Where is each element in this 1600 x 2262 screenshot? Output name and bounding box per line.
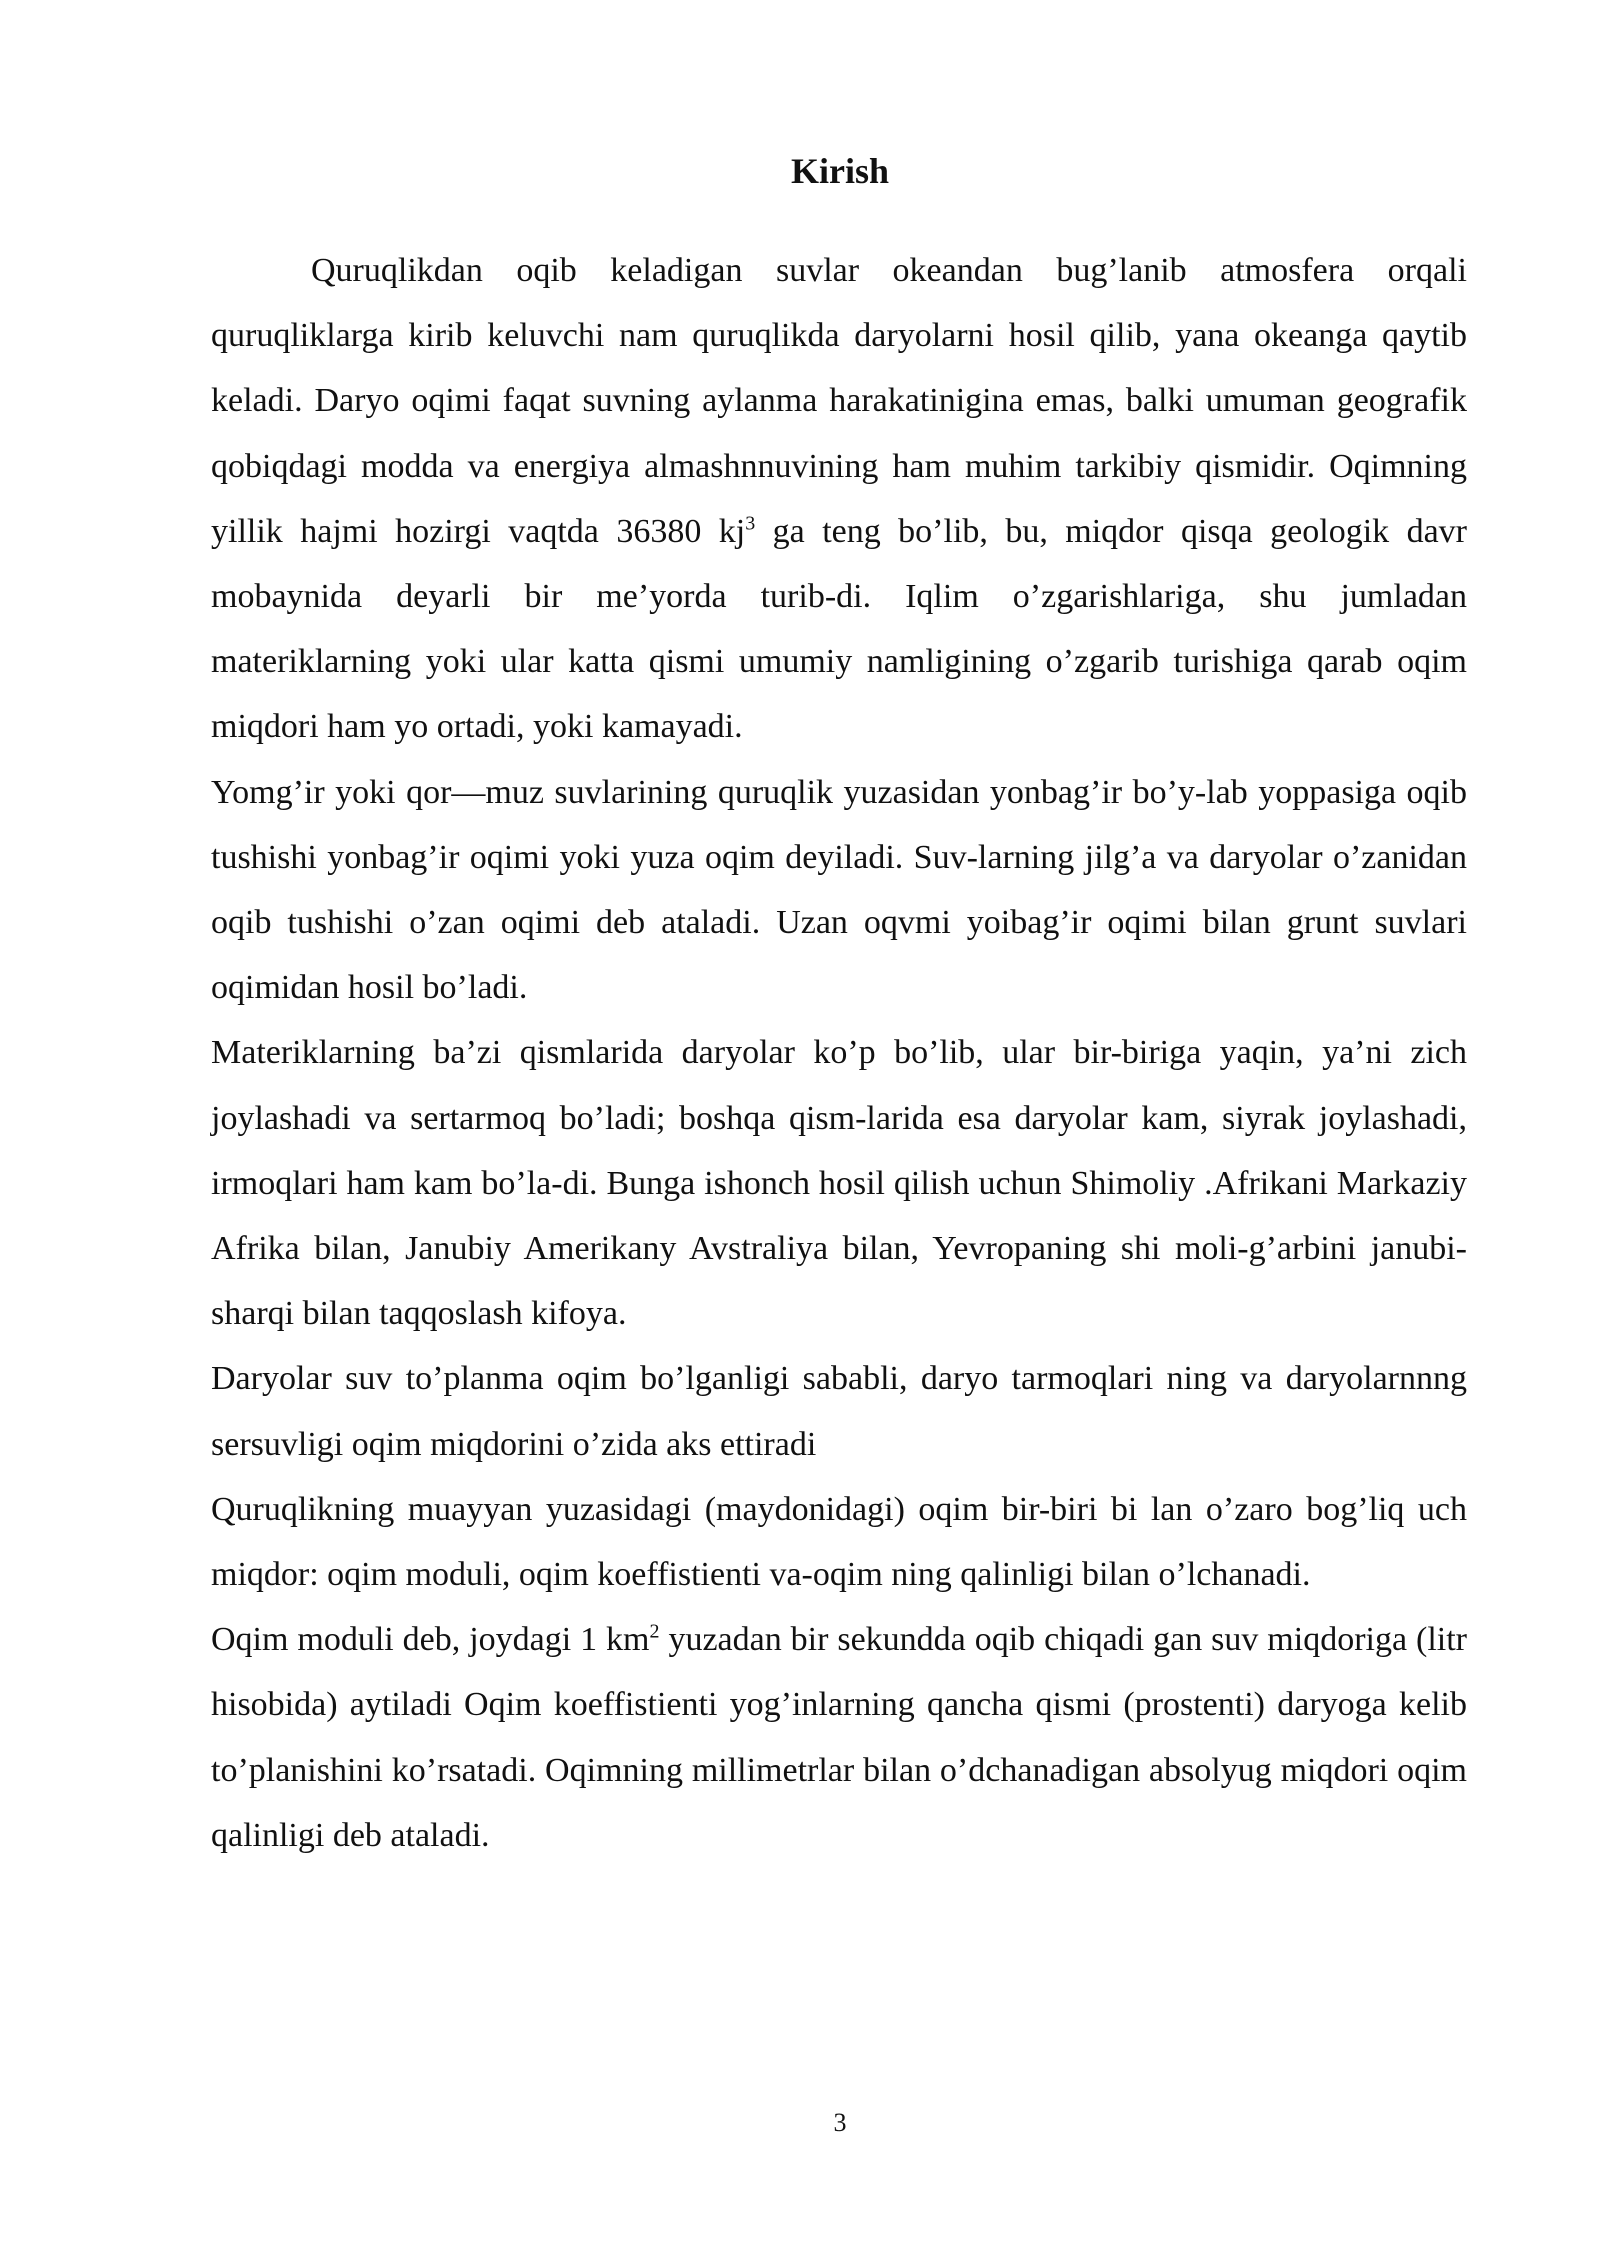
page-title: Kirish xyxy=(790,151,889,191)
paragraph-text: Quruqlikdan oqib keladigan suvlar okeandan bug’lanib atmosfera orqali quruqliklarga kirib keluvchi nam quruqlikda daryolarni hosil qilib, yana okeanga qaytib keladi. Daryo oqimi faqat suvning aylanma harakatinigina emas, balki umuman geografik qobiqdagi modda va energiya almashnnuvining ham muhim tarkibiy qismidir. Oqimning yillik hajmi hozirgi vaqtda 36380 kj xyxy=(211,252,1467,550)
paragraph-text: Daryolar suv to’planma oqim bo’lganligi sababli, daryo tarmoqlari ning va daryolarnnng sersuvligi oqim miqdorini o’zida aks ettiradi xyxy=(211,1360,1467,1463)
paragraph-text: yuzadan bir sekundda oqib chiqadi gan suv miqdoriga (litr hisobida) aytiladi Oqim koeffistienti yog’inlarning qancha qismi (prostenti) daryoga kelib to’planishini ko’rsatadi. Oqimning millimetrlar bilan o’dchanadigan absolyug miqdori oqim qalinligi deb ataladi. xyxy=(211,1621,1467,1854)
page-number: 3 xyxy=(833,2108,847,2137)
paragraph-6 xyxy=(211,1607,1467,1868)
paragraph-2 xyxy=(211,760,1467,1021)
paragraph-1 xyxy=(211,238,1467,760)
paragraph-5 xyxy=(211,1477,1467,1607)
paragraph-3 xyxy=(211,1020,1467,1346)
body-text xyxy=(211,238,1467,1868)
paragraph-text: ga teng bo’lib, bu, miqdor qisqa geologik davr mobaynida deyarli bir me’yorda turib-di. Iqlim o’zgarishlariga, shu jumladan materiklarning yoki ular katta qismi umumiy namligining o’zgarib turishiga qarab oqim miqdori ham yo ortadi, yoki kamayadi. xyxy=(211,512,1467,746)
paragraph-text: Yomg’ir yoki qor—muz suvlarining quruqlik yuzasidan yonbag’ir bo’y-lab yoppasiga oqib tushishi yonbag’ir oqimi yoki yuza oqim deyiladi. Suv-larning jilg’a va daryolar o’zanidan oqib tushishi o’zan oqimi deb ataladi. Uzan oqvmi yoibag’ir oqimi bilan grunt suvlari oqimidan hosil bo’ladi. xyxy=(211,773,1467,1007)
superscript: 3 xyxy=(745,512,756,535)
paragraph-text: Quruqlikning muayyan yuzasidagi (maydonidagi) oqim bir-biri bi lan o’zaro bog’liq uch miqdor: oqim moduli, oqim koeffistienti va-oqim ning qalinligi bilan o’lchanadi. xyxy=(211,1490,1467,1594)
paragraph-text: Materiklarning ba’zi qismlarida daryolar ko’p bo’lib, ular bir-biriga yaqin, ya’ni zich joylashadi va sertarmoq bo’ladi; boshqa qism-larida esa daryolar kam, siyrak joylashadi, irmoqlari ham kam bo’la-di. Bunga ishonch hosil qilish uchun Shimoliy .Afrikani Markaziy Afrika bilan, Janubiy Amerikany Avstraliya bilan, Yevropaning shi moli-g’arbini janubi-sharqi bilan taqqoslash kifoya. xyxy=(211,1034,1467,1333)
paragraph-text: Oqim moduli deb, joydagi 1 km xyxy=(211,1621,650,1659)
paragraph-4 xyxy=(211,1346,1467,1476)
superscript: 2 xyxy=(649,1620,660,1643)
